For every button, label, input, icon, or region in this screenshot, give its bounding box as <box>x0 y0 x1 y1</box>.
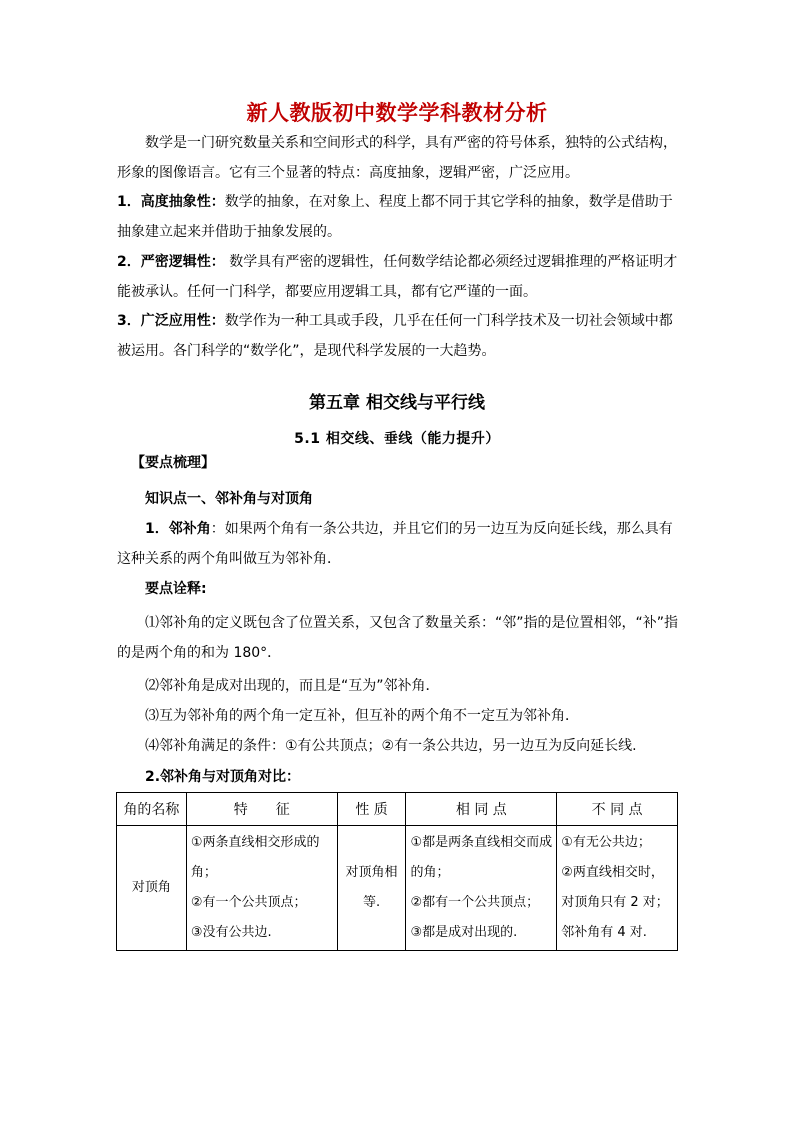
section-heading: 5.1 相交线、垂线（能力提升） <box>294 431 500 447</box>
definition-label: 1．邻补角 <box>145 521 211 537</box>
table-header-row <box>117 793 678 826</box>
definition-paragraph <box>117 514 679 574</box>
feature-text-2: 数学具有严密的逻辑性，任何数学结论都必须经过逻辑推理的严格证明才能被承认。任何一门科学，都要应用逻辑工具，都有它严谨的一面。 <box>117 254 678 300</box>
diff-line: ②两直线相交时，对顶角只有 2 对；邻补角有 4 对. <box>561 865 669 940</box>
header-diff: 不 同 点 <box>557 793 678 826</box>
feature-label-3: 3．广泛应用性： <box>117 313 225 329</box>
diff-line: ①有无公共边； <box>561 835 651 850</box>
header-feature: 特 征 <box>186 793 337 826</box>
note-3: ⑶互为邻补角的两个角一定互补，但互补的两个角不一定互为邻补角． <box>145 708 579 724</box>
definition-text: ：如果两个角有一条公共边，并且它们的另一边互为反向延长线，那么具有这种关系的两个角叫做互为邻补角． <box>117 521 673 567</box>
chapter-heading: 第五章 相交线与平行线 <box>309 393 485 413</box>
same-line: ③都是成对出现的. <box>410 925 518 940</box>
comparison-heading: 2.邻补角与对顶角对比： <box>145 769 301 785</box>
feature-paragraph-1 <box>117 187 679 247</box>
comparison-table <box>116 792 678 951</box>
cell-name: 对顶角 <box>117 826 187 951</box>
header-property: 性 质 <box>337 793 406 826</box>
feature-line: ①两条直线相交形成的角； <box>190 835 320 880</box>
note-1: ⑴邻补角的定义既包含了位置关系，又包含了数量关系：“邻”指的是位置相邻，“补”指的是两个角的和为 180°． <box>117 615 679 661</box>
feature-paragraph-2 <box>117 247 679 307</box>
feature-paragraph-3 <box>117 306 679 366</box>
header-name: 角的名称 <box>117 793 187 826</box>
note-2: ⑵邻补角是成对出现的，而且是“互为”邻补角． <box>145 678 440 694</box>
cell-property: 对顶角相等. <box>337 826 406 951</box>
table-row <box>117 826 678 951</box>
feature-label-1: 1．高度抽象性： <box>117 194 225 210</box>
intro-paragraph: 数学是一门研究数量关系和空间形式的科学，具有严密的符号体系，独特的公式结构，形象的图像语言。它有三个显著的特点：高度抽象，逻辑严密，广泛应用。 <box>117 135 677 181</box>
same-line: ①都是两条直线相交而成的角； <box>410 835 553 880</box>
feature-text-3: 数学作为一种工具或手段，几乎在任何一门科学技术及一切社会领域中都被运用。各门科学的“数学化”，是现代科学发展的一大趋势。 <box>117 313 673 359</box>
knowledge-point-heading: 知识点一、邻补角与对顶角 <box>145 491 313 507</box>
feature-text-1: 数学的抽象，在对象上、程度上都不同于其它学科的抽象，数学是借助于抽象建立起来并借助于抽象发展的。 <box>117 194 673 240</box>
cell-diff <box>557 826 678 951</box>
cell-feature <box>186 826 337 951</box>
note-4: ⑷邻补角满足的条件：①有公共顶点；②有一条公共边，另一边互为反向延长线. <box>145 738 637 754</box>
header-same: 相 同 点 <box>406 793 557 826</box>
cell-same <box>406 826 557 951</box>
key-points-heading: 【要点梳理】 <box>131 455 215 471</box>
notes-heading: 要点诠释: <box>145 581 207 597</box>
feature-label-2: 2．严密逻辑性： <box>117 254 225 270</box>
feature-line: ②有一个公共顶点； <box>190 895 307 910</box>
same-line: ②都有一个公共顶点； <box>410 895 540 910</box>
document-title: 新人教版初中数学学科教材分析 <box>246 101 548 125</box>
feature-line: ③没有公共边. <box>190 925 272 940</box>
